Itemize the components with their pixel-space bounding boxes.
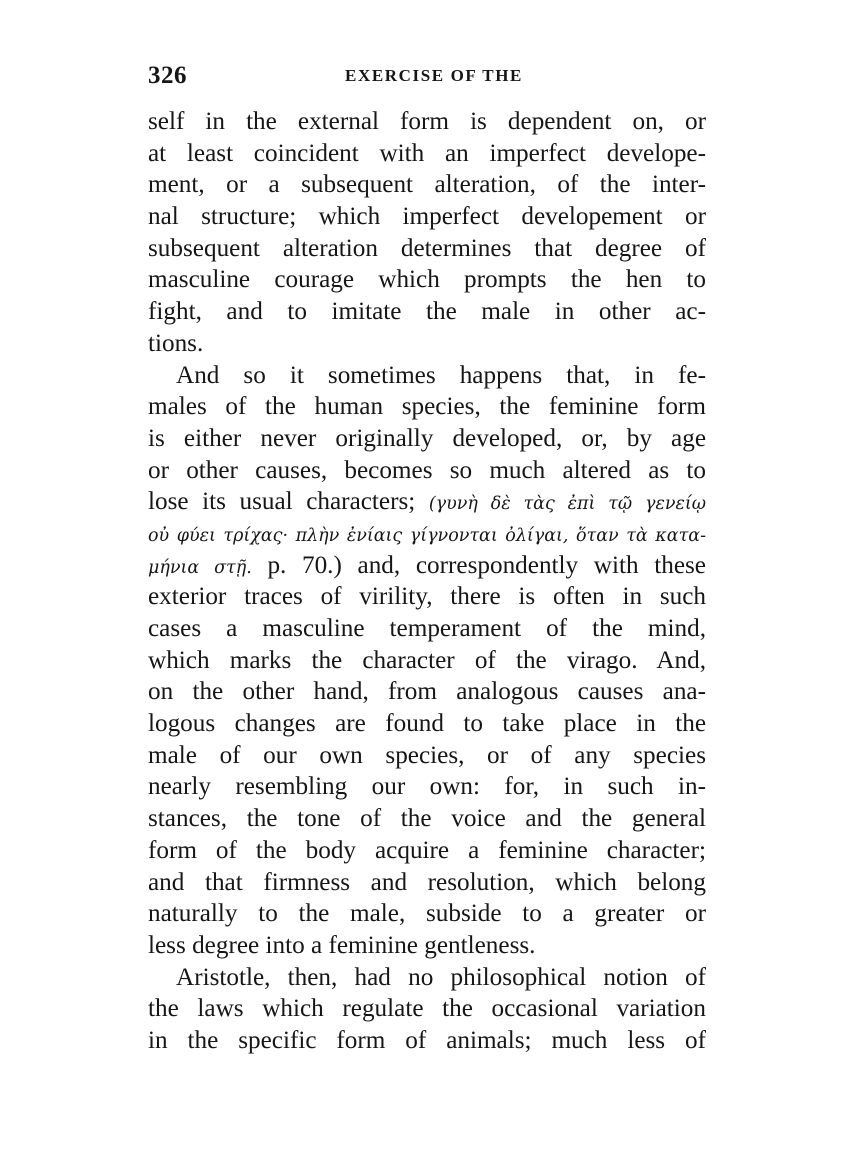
text-line [148, 486, 706, 518]
greek-quotation: μήνια στῇ. [148, 557, 252, 578]
text-segment: ment, or a subsequent alteration, of the inter- [148, 171, 706, 199]
text-segment: subsequent alteration determines that degree of [148, 234, 706, 262]
text-segment: And so it sometimes happens that, in fe- [176, 361, 706, 389]
text-segment: tions. [148, 329, 204, 357]
text-line [148, 676, 706, 708]
text-segment: and that firmness and resolution, which belong [148, 868, 706, 896]
text-segment: p. 70.) and, correspondently with these [251, 551, 706, 579]
text-segment: male of our own species, or of any species [148, 741, 706, 769]
text-line [148, 898, 706, 930]
text-segment: form of the body acquire a feminine character; [148, 836, 706, 864]
text-segment: males of the human species, the feminine form [148, 393, 706, 421]
text-line [148, 169, 706, 201]
text-segment: fight, and to imitate the male in other ac- [148, 298, 706, 326]
text-line [148, 518, 706, 550]
text-segment: at least coincident with an imperfect develope- [148, 139, 706, 167]
text-line [148, 296, 706, 328]
text-line [148, 550, 706, 582]
text-line [148, 106, 706, 138]
text-segment: lose its usual characters; [148, 488, 429, 516]
text-line [148, 581, 706, 613]
text-segment: naturally to the male, subside to a greater or [148, 900, 706, 928]
text-line [148, 803, 706, 835]
greek-quotation: οὐ φύει τρίχας· πλὴν ἐνίαις γίγνονται ὀλίγαι, ὅταν τὰ κατα- [148, 525, 706, 546]
text-segment: less degree into a feminine gentleness. [148, 931, 536, 959]
text-segment: which marks the character of the virago. And, [148, 646, 706, 674]
text-segment: or other causes, becomes so much altered as to [148, 456, 706, 484]
text-line [148, 993, 706, 1025]
text-line [148, 930, 706, 962]
text-line [148, 835, 706, 867]
text-segment: nearly resembling our own: for, in such in- [148, 773, 706, 801]
text-line [148, 201, 706, 233]
running-head: EXERCISE OF THE [345, 66, 523, 85]
text-line [148, 264, 706, 296]
text-segment: is either never originally developed, or, by age [148, 424, 706, 452]
text-segment: the laws which regulate the occasional variation [148, 995, 706, 1023]
text-line [148, 423, 706, 455]
greek-quotation: (γυνὴ δὲ τὰς ἐπὶ τῷ γενείῳ [428, 494, 706, 515]
text-line [148, 613, 706, 645]
text-line [148, 771, 706, 803]
body-text [148, 106, 706, 1057]
page-number: 326 [148, 62, 187, 89]
text-line [148, 962, 706, 994]
text-line [148, 740, 706, 772]
text-line [148, 1025, 706, 1057]
text-segment: on the other hand, from analogous causes ana- [148, 678, 706, 706]
text-segment: in the specific form of animals; much less of [148, 1026, 706, 1054]
text-line [148, 867, 706, 899]
text-segment: cases a masculine temperament of the mind, [148, 615, 706, 642]
text-segment: masculine courage which prompts the hen to [148, 266, 706, 294]
text-line [148, 455, 706, 487]
page-header [148, 62, 706, 92]
text-line [148, 391, 706, 423]
text-line [148, 138, 706, 170]
text-segment: exterior traces of virility, there is often in such [148, 583, 706, 611]
text-line [148, 233, 706, 265]
text-line [148, 328, 706, 360]
text-line [148, 360, 706, 392]
text-segment: Aristotle, then, had no philosophical notion of [176, 963, 706, 991]
text-segment: logous changes are found to take place in the [148, 710, 706, 738]
paragraph [148, 106, 706, 360]
text-segment: stances, the tone of the voice and the general [148, 805, 706, 833]
paragraph [148, 962, 706, 1057]
text-segment: self in the external form is dependent on, or [148, 108, 706, 135]
text-segment: nal structure; which imperfect developement or [148, 203, 706, 231]
paragraph [148, 360, 706, 962]
text-line [148, 645, 706, 677]
text-line [148, 708, 706, 740]
